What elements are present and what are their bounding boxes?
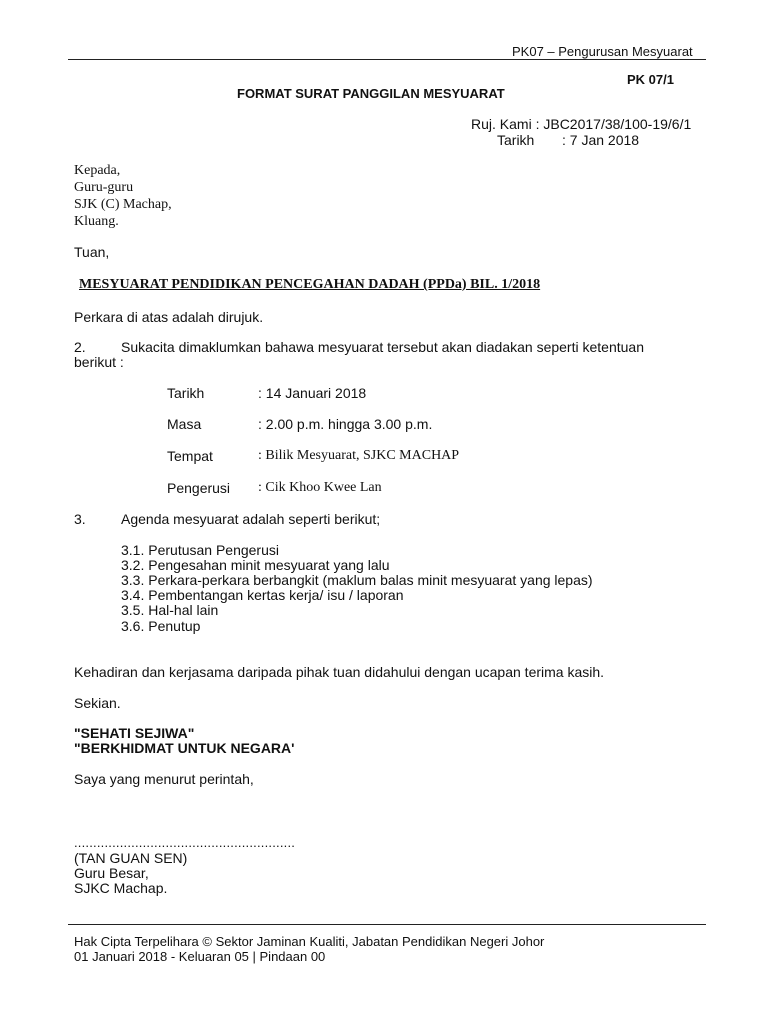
detail-value: : Cik Khoo Kwee Lan bbox=[258, 480, 382, 495]
detail-label: Pengerusi bbox=[167, 480, 231, 496]
paragraph-2-number: 2. bbox=[74, 339, 86, 355]
detail-label: Tarikh bbox=[167, 385, 205, 401]
detail-label: Tempat bbox=[167, 448, 213, 464]
recipient-line: Kluang. bbox=[74, 214, 119, 229]
document-title: FORMAT SURAT PANGGILAN MESYUARAT bbox=[237, 86, 505, 101]
reference-date-label: Tarikh bbox=[497, 132, 535, 148]
header-rule bbox=[68, 59, 706, 60]
detail-label: Masa bbox=[167, 416, 202, 432]
recipient-line: SJK (C) Machap, bbox=[74, 197, 172, 212]
salutation: Tuan, bbox=[74, 244, 110, 260]
sekian: Sekian. bbox=[74, 695, 121, 711]
footer-version: 01 Januari 2018 - Keluaran 05 | Pindaan 00 bbox=[74, 949, 326, 964]
agenda-item: 3.6. Penutup bbox=[121, 618, 201, 634]
paragraph-2-text: Sukacita dimaklumkan bahawa mesyuarat tersebut akan diadakan seperti ketentuan bbox=[121, 339, 644, 355]
signatory-school: SJKC Machap. bbox=[74, 880, 168, 896]
signatory-title: Guru Besar, bbox=[74, 865, 149, 881]
paragraph-3-text: Agenda mesyuarat adalah seperti berikut; bbox=[121, 511, 381, 527]
reference-number: Ruj. Kami : JBC2017/38/100-19/6/1 bbox=[471, 116, 692, 132]
detail-value: : 2.00 p.m. hingga 3.00 p.m. bbox=[258, 416, 433, 432]
document-code: PK 07/1 bbox=[627, 72, 674, 87]
paragraph-3-number: 3. bbox=[74, 511, 86, 527]
paragraph-2-text-cont: berikut : bbox=[74, 354, 124, 370]
agenda-item: 3.3. Perkara-perkara berbangkit (maklum balas minit mesyuarat yang lepas) bbox=[121, 572, 593, 588]
recipient-line: Kepada, bbox=[74, 163, 121, 178]
closing-phrase: Saya yang menurut perintah, bbox=[74, 771, 254, 787]
footer-rule bbox=[68, 924, 706, 925]
running-header: PK07 – Pengurusan Mesyuarat bbox=[512, 44, 693, 59]
detail-value: : 14 Januari 2018 bbox=[258, 385, 367, 401]
reference-date-value: : 7 Jan 2018 bbox=[562, 132, 640, 148]
closing-paragraph: Kehadiran dan kerjasama daripada pihak tuan didahului dengan ucapan terima kasih. bbox=[74, 664, 605, 680]
agenda-item: 3.1. Perutusan Pengerusi bbox=[121, 542, 279, 558]
motto-line: "BERKHIDMAT UNTUK NEGARA' bbox=[74, 740, 295, 756]
subject-heading: MESYUARAT PENDIDIKAN PENCEGAHAN DADAH (PPDa) BIL. 1/2018 bbox=[79, 277, 541, 292]
signatory-name: (TAN GUAN SEN) bbox=[74, 850, 188, 866]
detail-value: : Bilik Mesyuarat, SJKC MACHAP bbox=[258, 448, 460, 463]
signature-line: .......................................................... bbox=[74, 835, 296, 850]
agenda-item: 3.4. Pembentangan kertas kerja/ isu / laporan bbox=[121, 587, 404, 603]
paragraph-1: Perkara di atas adalah dirujuk. bbox=[74, 309, 264, 325]
motto-line: "SEHATI SEJIWA" bbox=[74, 725, 195, 741]
agenda-item: 3.2. Pengesahan minit mesyuarat yang lalu bbox=[121, 557, 390, 573]
recipient-line: Guru-guru bbox=[74, 180, 134, 195]
footer-copyright: Hak Cipta Terpelihara © Sektor Jaminan Kualiti, Jabatan Pendidikan Negeri Johor bbox=[74, 934, 545, 949]
agenda-item: 3.5. Hal-hal lain bbox=[121, 602, 219, 618]
